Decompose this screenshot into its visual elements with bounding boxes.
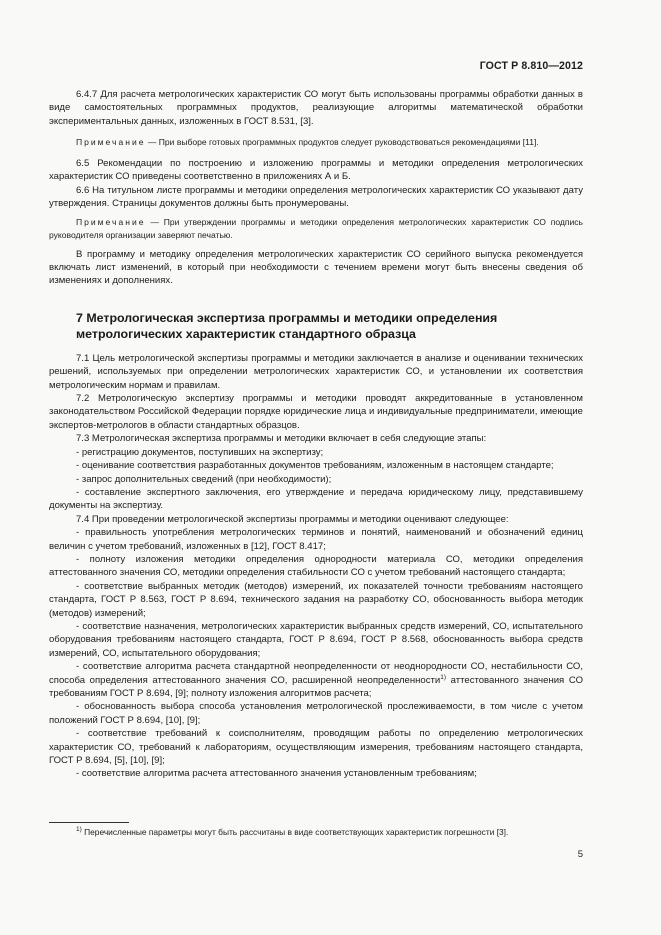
list-item: - соответствие назначения, метрологических характеристик выбранных средств измерений, СО, испытательного оборудования требованиям настоящего стандарта, ГОСТ Р 8.694, ГОСТ Р 8.568, обоснованность выбора средств измерений, СО, испытательного оборудования; [49,620,583,659]
list-item: - правильность употребления метрологических терминов и понятий, наименований и обозначений единиц величин с учетом требований, изложенных в [12], ГОСТ 8.417; [49,527,583,552]
para-7-1: 7.1 Цель метрологической экспертизы программы и методики заключается в анализе и оценивании технических решений, используемых при определении метрологических характеристик СО, и установлении их соответствия метрологическим нормам и правилам. [49,352,583,391]
list-item: - соответствие выбранных методик (методов) измерений, их показателей точности требованиям настоящего стандарта, ГОСТ Р 8.563, ГОСТ Р 8.694, технического задания на разработку СО, обоснованность выбора методик (методов) измерений; [49,580,583,619]
page-number: 5 [577,849,583,860]
footnote [49,827,583,838]
note-text: — При выборе готовых программных продуктов следует руководствоваться рекомендациями [11]. [147,137,539,148]
list-item: - запрос дополнительных сведений (при необходимости); [76,473,332,485]
para-6-4-7: 6.4.7 Для расчета метрологических характеристик СО могут быть использованы программы обработки данных в виде самостоятельных программных продуктов, реализующие алгоритмы математической обработки экспериментальных данных, изложенных в ГОСТ 8.531, [3]. [49,89,583,127]
para-6-5: 6.5 Рекомендации по построению и изложению программы и методики определения метрологических характеристик СО приведены соответственно в приложениях А и Б. [49,157,583,183]
list-item-text: аттестованного значения СО требованиям ГОСТ Р 8.694, [9]; полноту изложения алгоритмов расчета; [49,674,583,699]
list-item: - соответствие алгоритма расчета аттестованного значения установленным требованиям; [76,768,477,780]
list-item: - составление экспертного заключения, его утверждение и передача юридическому лицу, представившему документы на экспертизу. [49,486,583,512]
document-header: ГОСТ Р 8.810—2012 [479,60,583,72]
footnote-text: Перечисленные параметры могут быть рассчитаны в виде соответствующих характеристик погрешности [3]. [84,827,509,837]
para-7-2: 7.2 Метрологическую экспертизу программы и методики проводят аккредитованные в установленном законодательством Российской Федерации порядке юридические лица и индивидуальные предприниматели, имеющие экспертов-метрологов в области стандартных образцов. [49,393,583,431]
list-item: - оценивание соответствия разработанных документов требованиям, изложенным в настоящем стандарте; [76,460,554,472]
list-item: - соответствие требований к соисполнителям, проводящим работы по определению метрологических характеристик СО, требований к лабораториям, осуществляющим измерения, требованиям настоящего стандарта, ГОСТ Р 8.694, [5], [10], [9]; [49,728,583,767]
section-heading-line: метрологических характеристик стандартного образца [76,326,416,341]
para-7-3: 7.3 Метрологическая экспертиза программы и методики включает в себя следующие этапы: [76,433,487,445]
note-text: — При утверждении программы и методики определения метрологических характеристик СО подпись руководителя организации заверяют печатью. [49,217,584,241]
para-6-6: 6.6 На титульном листе программы и методики определения метрологических характеристик СО указывают дату утверждения. Страницы документов должны быть пронумерованы. [49,184,583,210]
list-item [49,660,583,700]
note-1 [49,136,583,149]
para-changes-sheet: В программу и методику определения метрологических характеристик СО серийного выпуска рекомендуется включать лист изменений, в который при необходимости с течением времени могут быть внесены сведения об изменениях и дополнениях. [49,248,583,287]
para-7-4: 7.4 При проведении метрологической экспертизы программы и методики оценивают следующее: [76,513,509,525]
list-item: - полноту изложения методики определения однородности материала СО, методики определения аттестованного значения СО, методики определения стабильности СО с учетом требований настоящего стандарта; [49,553,583,579]
section-heading-line: 7 Метрологическая экспертиза программы и методики определения [76,310,498,325]
note-2 [49,216,583,241]
section-7-heading [49,310,583,342]
footnote-divider [49,822,129,823]
list-item: - регистрацию документов, поступивших на экспертизу; [76,446,324,458]
footnote-mark: 1) [76,826,82,834]
list-item: - обоснованность выбора способа установления метрологической прослеживаемости, в том числе с учетом положений ГОСТ Р 8.694, [10], [9]; [49,701,583,726]
note-label: Примечание [76,217,146,228]
note-label: Примечание [76,137,146,148]
section-7-body [49,352,583,781]
page-content [49,88,583,781]
list-item-text: - соответствие алгоритма расчета стандартной неопределенности от неоднородности СО, нестабильности СО, способа определения аттестованного значения СО, расширенной неопределенности [49,661,583,686]
footnote-ref[interactable]: 1) [440,673,446,681]
